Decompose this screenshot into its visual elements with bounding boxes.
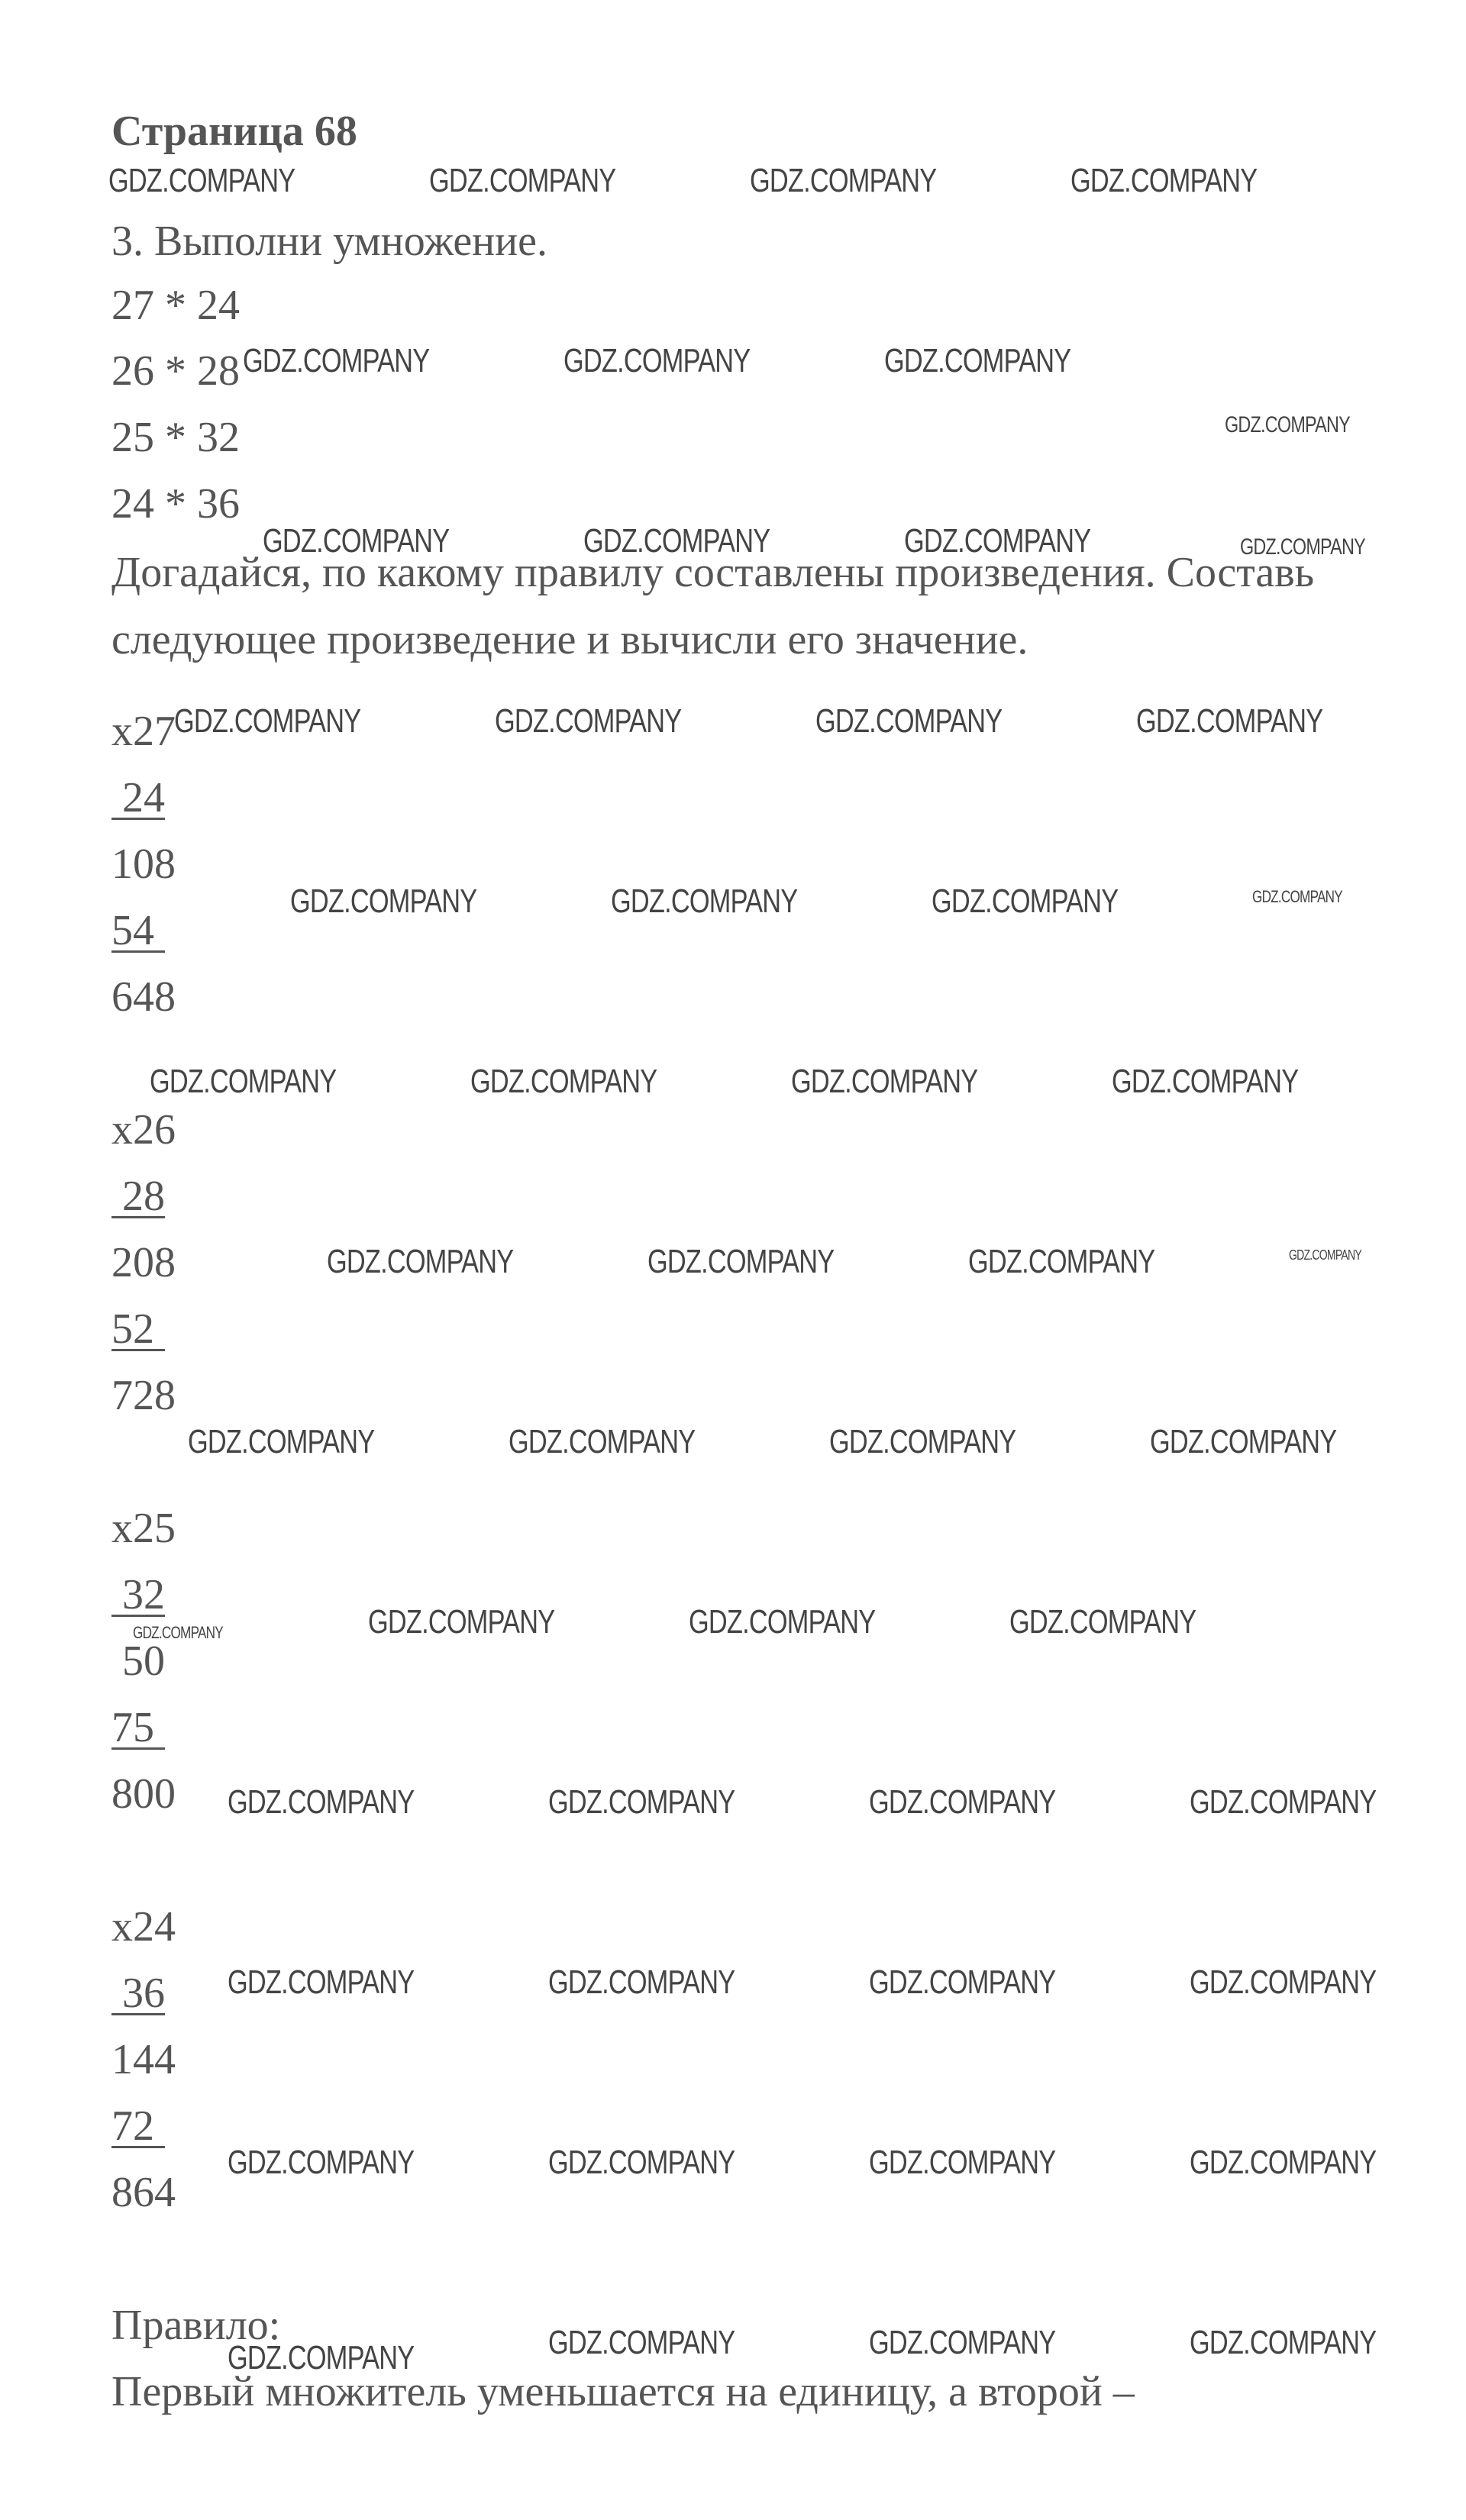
watermark: GDZ.COMPANY — [495, 702, 682, 740]
watermark: GDZ.COMPANY — [548, 2324, 735, 2361]
calc-partial-2: 72 — [111, 2102, 165, 2150]
watermark: GDZ.COMPANY — [611, 882, 798, 920]
watermark: GDZ.COMPANY — [869, 2144, 1056, 2181]
watermark: GDZ.COMPANY — [932, 882, 1119, 920]
calc-multiplier: 32 — [111, 1571, 165, 1618]
watermark: GDZ.COMPANY — [968, 1243, 1155, 1280]
calc-result: 648 — [111, 973, 176, 1021]
watermark: GDZ.COMPANY — [228, 1963, 415, 2001]
watermark: GDZ.COMPANY — [1252, 887, 1342, 906]
watermark: GDZ.COMPANY — [563, 342, 751, 379]
product-line: 26 * 28 — [111, 347, 240, 395]
calc-partial-2: 52 — [111, 1305, 165, 1353]
calc-multiplicand: x24 — [111, 1903, 176, 1950]
watermark: GDZ.COMPANY — [904, 522, 1091, 560]
watermark: GDZ.COMPANY — [150, 1063, 337, 1100]
watermark: GDZ.COMPANY — [188, 1423, 375, 1460]
watermark: GDZ.COMPANY — [228, 2144, 415, 2181]
question-text-line-1: Догадайся, по какому правилу составлены произведения. Составь — [111, 549, 1315, 596]
calc-multiplier: 36 — [111, 1970, 165, 2017]
calc-partial-1: 144 — [111, 2036, 176, 2083]
watermark: GDZ.COMPANY — [647, 1243, 835, 1280]
watermark: GDZ.COMPANY — [108, 162, 295, 199]
product-line: 24 * 36 — [111, 480, 240, 528]
watermark: GDZ.COMPANY — [548, 1963, 735, 2001]
calc-multiplicand: x26 — [111, 1106, 176, 1154]
question-text-line-2: следующее произведение и вычисли его значение. — [111, 616, 1028, 663]
calc-result: 728 — [111, 1372, 176, 1419]
watermark: GDZ.COMPANY — [290, 882, 477, 920]
calc-partial-1: 208 — [111, 1239, 176, 1286]
watermark: GDZ.COMPANY — [509, 1423, 696, 1460]
calc-result: 864 — [111, 2169, 176, 2216]
calc-partial-1: 108 — [111, 841, 176, 888]
watermark: GDZ.COMPANY — [1112, 1063, 1299, 1100]
watermark: GDZ.COMPANY — [1190, 1963, 1377, 2001]
watermark: GDZ.COMPANY — [689, 1603, 876, 1641]
calc-multiplier: 28 — [111, 1173, 165, 1220]
watermark: GDZ.COMPANY — [583, 522, 770, 560]
watermark: GDZ.COMPANY — [243, 342, 430, 379]
rule-label: Правило: — [111, 2302, 281, 2349]
watermark: GDZ.COMPANY — [228, 1783, 415, 1821]
watermark: GDZ.COMPANY — [1070, 162, 1258, 199]
watermark: GDZ.COMPANY — [884, 342, 1071, 379]
task-heading: 3. Выполни умножение. — [111, 218, 547, 265]
watermark: GDZ.COMPANY — [1190, 2324, 1377, 2361]
calc-partial-2: 75 — [111, 1704, 165, 1751]
watermark: GDZ.COMPANY — [263, 522, 450, 560]
watermark: GDZ.COMPANY — [133, 1623, 223, 1642]
watermark: GDZ.COMPANY — [815, 702, 1003, 740]
watermark: GDZ.COMPANY — [869, 1963, 1056, 2001]
watermark: GDZ.COMPANY — [1289, 1247, 1361, 1263]
watermark: GDZ.COMPANY — [327, 1243, 514, 1280]
watermark: GDZ.COMPANY — [791, 1063, 978, 1100]
calc-partial-2: 54 — [111, 907, 165, 954]
calc-multiplicand: x27 — [111, 708, 176, 755]
watermark: GDZ.COMPANY — [1190, 2144, 1377, 2181]
calc-partial-1: 50 — [111, 1638, 165, 1685]
product-line: 27 * 24 — [111, 282, 240, 329]
watermark: GDZ.COMPANY — [750, 162, 937, 199]
watermark: GDZ.COMPANY — [1190, 1783, 1377, 1821]
calc-multiplicand: x25 — [111, 1505, 176, 1552]
watermark: GDZ.COMPANY — [548, 1783, 735, 1821]
watermark: GDZ.COMPANY — [869, 1783, 1056, 1821]
watermark: GDZ.COMPANY — [1225, 412, 1350, 437]
product-line: 25 * 32 — [111, 414, 240, 461]
watermark: GDZ.COMPANY — [829, 1423, 1016, 1460]
calc-result: 800 — [111, 1770, 176, 1818]
watermark: GDZ.COMPANY — [1150, 1423, 1337, 1460]
watermark: GDZ.COMPANY — [548, 2144, 735, 2181]
watermark: GDZ.COMPANY — [1136, 702, 1323, 740]
watermark: GDZ.COMPANY — [368, 1603, 555, 1641]
watermark: GDZ.COMPANY — [174, 702, 361, 740]
watermark: GDZ.COMPANY — [1240, 534, 1365, 560]
watermark: GDZ.COMPANY — [228, 2339, 415, 2376]
page-title: Страница 68 — [111, 108, 357, 155]
watermark: GDZ.COMPANY — [1009, 1603, 1196, 1641]
rule-text: Первый множитель уменьшается на единицу, а второй – — [111, 2368, 1135, 2415]
watermark: GDZ.COMPANY — [429, 162, 616, 199]
watermark: GDZ.COMPANY — [869, 2324, 1056, 2361]
calc-multiplier: 24 — [111, 774, 165, 821]
watermark: GDZ.COMPANY — [470, 1063, 657, 1100]
